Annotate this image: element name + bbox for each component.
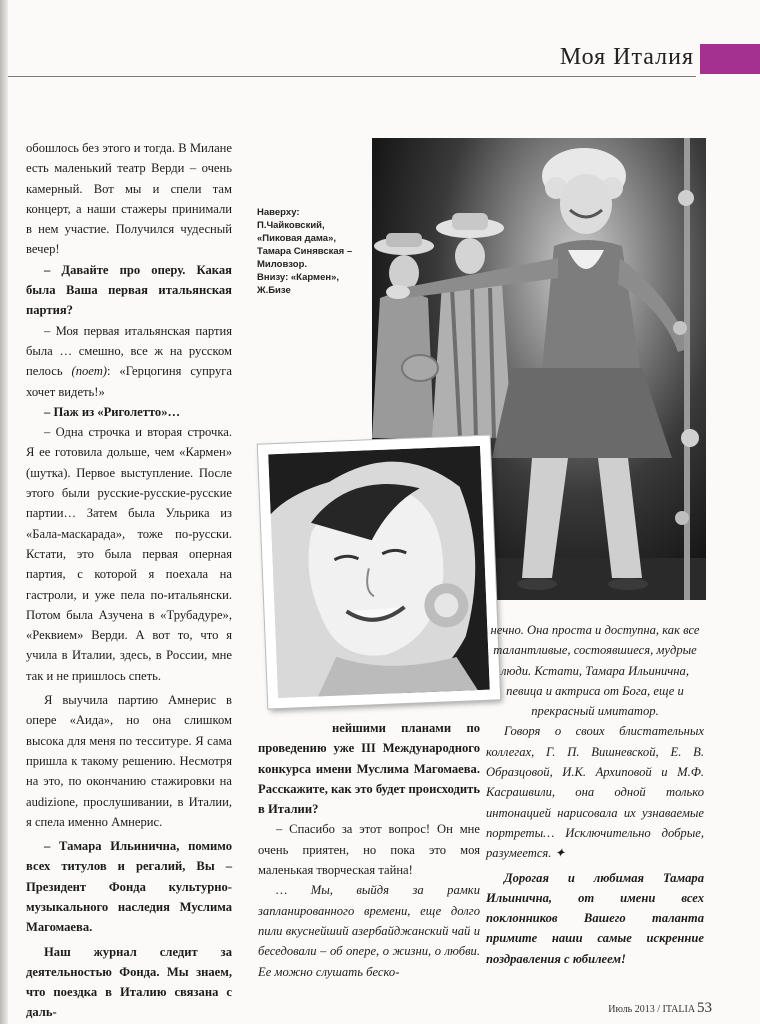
interview-question: – Давайте про оперу. Какая была Ваша первая итальянская партия? [26,262,232,318]
paragraph: … Мы, выйдя за рамки запланированного времени, еще долго пили вкуснейший азербайджанский чай и беседовали – об опере, о жизни, о любви. Ее можно слушать беско- [258,883,480,979]
paragraph: – Моя первая итальянская партия была … смешно, все ж на русском пелось (поет): «Герцогиня супруга хочет видеть!» [26,323,232,399]
page-footer [608,1000,712,1017]
closing-greeting: Дорогая и любимая Тамара Ильинична, от имени всех поклонников Вашего таланта примите наши самые искренние поздравления с юбилеем! [486,870,704,966]
interview-question: Наш журнал следит за деятельностью Фонда. Мы знаем, что поездка в Италию связана с даль- [26,944,232,1020]
paragraph: – Спасибо за этот вопрос! Он мне очень приятен, но пока это моя маленькая творческая тайна! [258,822,480,878]
article-column-3 [486,620,704,969]
header-rule [8,76,696,77]
issue-label: Июль 2013 / ITALIA [608,1004,695,1015]
paragraph: – Одна строчка и вторая строчка. Я ее готовила дольше, чем «Кармен» (шутка). Первое выступление. После этого были русские-русские-русские партии… Затем была Ульрика из «Бала-маскарада», тоже по-русски. Кстати, это была первая оперная партия, с которой я поехала на гастроли, и уже пела по-итальянски. Потом была Азучена в «Трубадуре», «Реквием» Верди. А вот то, что я учила в Италии, здесь, в России, мне так и не пришлось спеть. [26,425,232,683]
paragraph: обошлось без этого и тогда. В Милане есть маленький театр Верди – очень камерный. Вот мы и спели там концерт, а наши стажеры принимали в нем участие. Получился чудесный вечер! [26,141,232,257]
photo-caption: Наверху: П.Чайковский, «Пиковая дама», Тамара Синявская – Миловзор. Внизу: «Кармен», Ж.Бизе [257,207,353,296]
end-mark-icon: ✦ [551,846,566,861]
portrait-illustration [268,446,490,698]
article-column-2 [258,718,480,982]
section-title: Моя Италия [559,44,694,70]
interview-question: – Тамара Ильинична, помимо всех титулов и регалий, Вы – Президент Фонда культурно-музыкального наследия Муслима Магомаева. [26,839,232,935]
section-accent-bar [700,44,760,74]
paragraph: нечно. Она проста и доступна, как все талантливые, состоявшиеся, мудрые люди. Кстати, Тамара Ильинична, певица и актриса от Бога, еще и прекрасный имитатор. [490,623,700,719]
article-column-1 [26,138,232,1023]
interview-question: – Паж из «Риголетто»… [44,404,181,419]
portrait-photo [258,435,500,708]
interview-question: нейшими планами по проведению уже III Международного конкурса имени Муслима Магомаева. Расскажите, как это будет происходить в Италии? [258,721,480,817]
paragraph: Я выучила партию Амнерис в опере «Аида», но она слишком высока для меня по тесситуре. Я сама пришла к такому решению. Несмотря на это, по окончанию стажировки на audizione, прослушивании, в Италии, я спела именно Амнерис. [26,693,232,829]
page-number: 53 [697,1000,712,1016]
page-spine-shadow [0,0,8,1024]
paragraph: Говоря о своих блистательных коллегах, Г. П. Вишневской, Е. В. Образцовой, И.К. Архиповой и М.Ф. Касрашвили, она одной только интонацией нарисовала их узнаваемые портреты… Исключительно добрые, разумеется. ✦ [486,724,704,861]
